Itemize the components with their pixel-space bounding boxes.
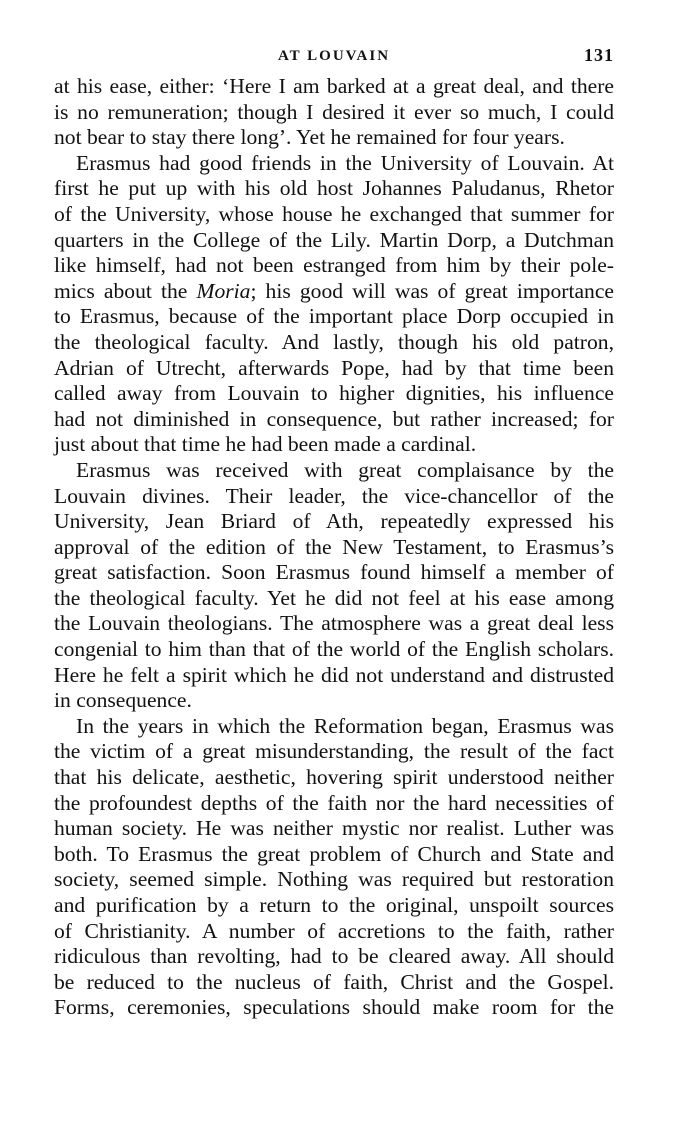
text-line: society, seemed simple. Nothing was required but restoration [54, 867, 614, 892]
text-line: great satisfaction. Soon Erasmus found himself a member of [54, 560, 614, 585]
text-line: just about that time he had been made a cardinal. [54, 432, 477, 457]
text-line: like himself, had not been estranged from him by their pole- [54, 253, 614, 278]
text-line: ridiculous than revolting, had to be cleared away. All should [54, 944, 614, 969]
text-line: at his ease, either: ‘Here I am barked at a great deal, and there [54, 74, 614, 98]
text-line: Louvain divines. Their leader, the vice-chancellor of the [54, 483, 614, 508]
running-title: AT LOUVAIN [277, 48, 391, 64]
text-line: had not diminished in consequence, but rather increased; for [54, 406, 614, 431]
text-line: not bear to stay there long’. Yet he remained for four years. [54, 125, 565, 150]
text-line: that his delicate, aesthetic, hovering spirit understood neither [54, 765, 614, 790]
paragraph-3 [54, 458, 614, 714]
text-line: to Erasmus, because of the important place Dorp occupied in [54, 304, 614, 329]
book-page [54, 44, 614, 1021]
running-head [54, 44, 614, 74]
text-line: Forms, ceremonies, speculations should make room for the [54, 995, 614, 1020]
paragraph-2 [54, 151, 614, 458]
text-line: be reduced to the nucleus of faith, Christ and the Gospel. [54, 969, 614, 994]
text-line: of the University, whose house he exchanged that summer for [54, 201, 614, 226]
page-number: 131 [584, 45, 614, 65]
text-line: In the years in which the Reformation began, Erasmus was [76, 713, 614, 738]
text-line: Here he felt a spirit which he did not understand and distrusted [54, 662, 614, 687]
text-line: quarters in the College of the Lily. Martin Dorp, a Dutchman [54, 227, 614, 252]
italic-title: Moria [196, 278, 251, 303]
text-line: first he put up with his old host Johannes Paludanus, Rhetor [54, 176, 614, 201]
text-line: approval of the edition of the New Testament, to Erasmus’s [54, 534, 614, 559]
text-line: of Christianity. A number of accretions to the faith, rather [54, 918, 614, 943]
text-segment: ; his good will was of great importance [250, 278, 615, 303]
text-line: and purification by a return to the original, unspoilt sources [54, 893, 614, 917]
text-line [54, 279, 614, 305]
text-line: human society. He was neither mystic nor realist. Luther was [54, 816, 614, 841]
text-line: the Louvain theologians. The atmosphere was a great deal less [54, 611, 614, 636]
body-text [54, 74, 614, 1021]
text-line: the victim of a great misunderstanding, the result of the fact [54, 739, 614, 764]
text-segment: mics about the [54, 278, 188, 303]
text-line: in consequence. [54, 688, 192, 713]
text-line: the profoundest depths of the faith nor the hard necessities of [54, 790, 614, 815]
text-line: is no remuneration; though I desired it ever so much, I could [54, 99, 614, 124]
text-line: Erasmus had good friends in the University of Louvain. At [76, 150, 614, 175]
paragraph-1 [54, 74, 614, 151]
text-line: the theological faculty. And lastly, though his old patron, [54, 329, 614, 354]
text-line: congenial to him than that of the world of the English scholars. [54, 637, 614, 662]
text-line: Erasmus was received with great complaisance by the [76, 457, 614, 482]
text-line: Adrian of Utrecht, afterwards Pope, had by that time been [54, 355, 614, 380]
text-line: University, Jean Briard of Ath, repeatedly expressed his [54, 509, 614, 534]
text-line: the theological faculty. Yet he did not feel at his ease among [54, 585, 614, 610]
text-line: both. To Erasmus the great problem of Church and State and [54, 841, 614, 866]
paragraph-4 [54, 714, 614, 1021]
text-line: called away from Louvain to higher dignities, his influence [54, 381, 614, 406]
